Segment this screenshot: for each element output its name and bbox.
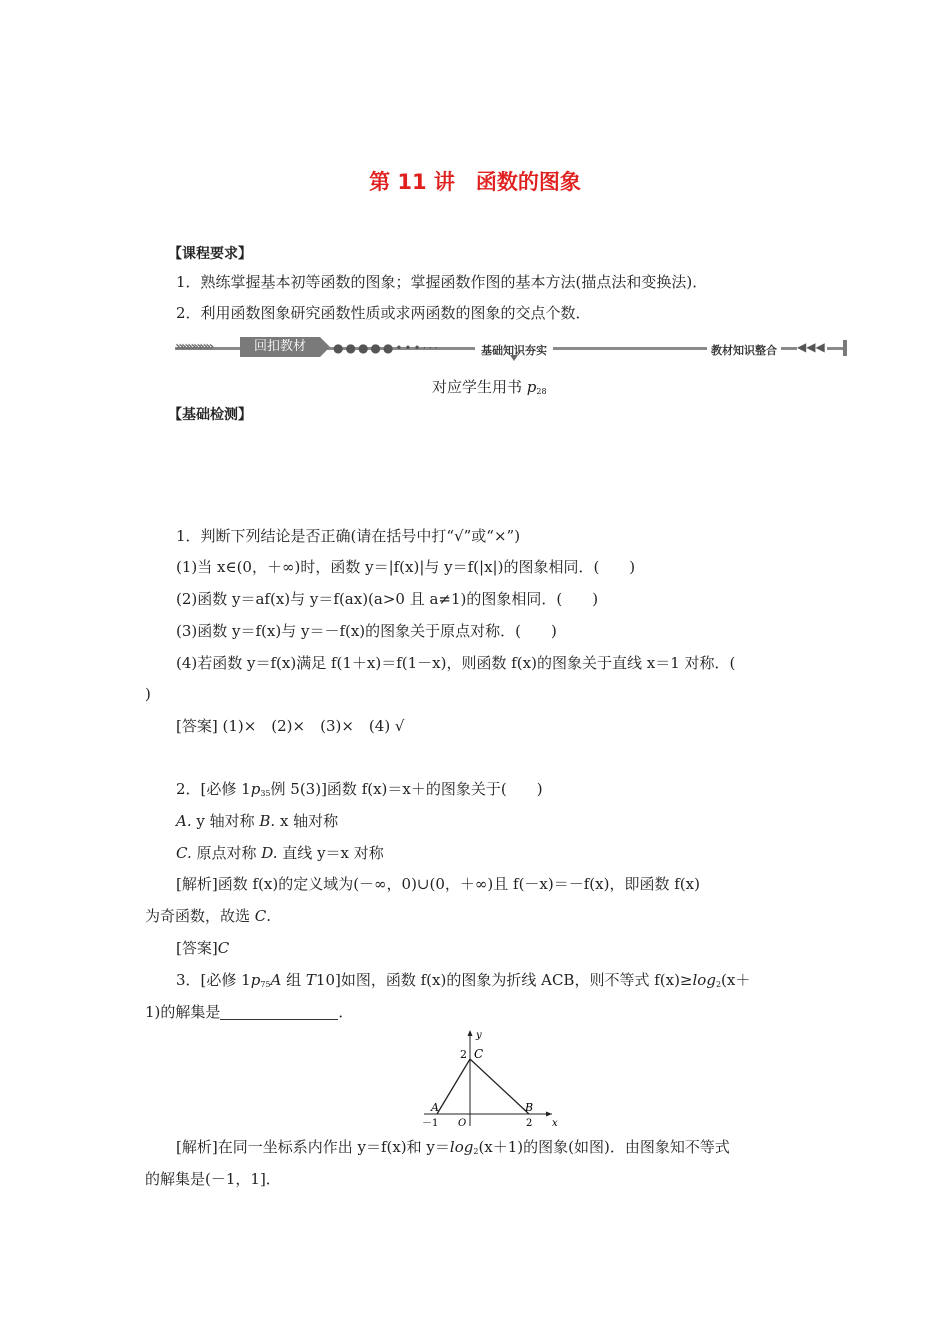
q2-page-number: 35 [260,789,271,798]
q3-stem-part: 1)的解集是 [145,1003,221,1021]
banner-right-label: 教材知识整合 [707,342,781,358]
chevrons-right-icon: »»»»»» [175,339,212,355]
q1-answer: [答案] (1)× (2)× (3)× (4) √ [176,717,405,735]
point-a-label: A [431,1101,439,1114]
answer-blank[interactable] [220,1005,338,1020]
x-tick-2: 2 [526,1118,533,1129]
q3-stem-part: 10]如图，函数 f(x)的图象为折线 ACB，则不等式 f(x)≥ [315,971,693,989]
q3-stem-part: 组 [281,971,306,989]
banner-left-label: 回扣教材 [240,337,320,357]
q3-analysis-continued: 的解集是(－1，1]． [145,1170,281,1188]
q3-stem [176,970,750,995]
q1-item: (2)函数 y＝af(x)与 y＝f(ax)(a>0 且 a≠1)的图象相同．( ) [176,590,599,608]
q2-options-row-1 [176,811,338,831]
q3-graph [420,1026,560,1130]
q2-stem-part: 例 5(3)]函数 f(x)＝x＋的图象关于( ) [270,780,543,798]
arrows-left-icon: ◀◀◀ [797,340,825,354]
q3-stem-part: (x＋ [721,971,751,989]
q2-analysis-part: 为奇函数，故选 [145,907,255,925]
q2-answer-choice: C [217,939,230,957]
q2-answer [176,938,229,958]
q1-item-continued: ) [145,685,151,703]
option-c-label: C. [176,844,192,862]
y-axis-arrow-icon [468,1030,473,1036]
q1-item: (3)函数 y＝f(x)与 y＝－f(x)的图象关于原点对称．( ) [176,622,557,640]
q3-stem-part: ． [338,1003,354,1021]
q3-analysis-log-base: 2 [473,1147,479,1156]
option-b-label: B. [259,812,276,830]
q2-analysis-choice: C [254,907,267,925]
q3-stem-part: A [270,971,282,989]
q3-page-letter: p [250,971,261,989]
q3-stem-part: 3．[必修 1 [176,971,251,989]
reference-page-number: 28 [536,387,547,396]
banner-mid-label: 基础知识夯实 [475,342,553,358]
point-c-label: C [474,1047,484,1061]
q2-stem [176,779,543,804]
y-label: y [476,1030,482,1041]
option-d-label: D. [261,844,278,862]
basic-check-heading: 【基础检测】 [168,407,252,423]
q1-item: (1)当 x∈(0，＋∞)时，函数 y＝|f(x)|与 y＝f(|x|)的图象相同．( ) [176,558,636,576]
textbook-reference [432,377,547,402]
q3-analysis-part: [解析]在同一坐标系内作出 y＝f(x)和 y＝ [176,1138,450,1156]
x-axis-arrow-icon [546,1112,552,1117]
q1-item: (4)若函数 y＝f(x)满足 f(1＋x)＝f(1－x)，则函数 f(x)的图象关于直线 x＝1 对称．( [176,654,736,672]
x-label: x [552,1118,558,1129]
q2-stem-part: 2．[必修 1 [176,780,251,798]
x-tick-minus1: －1 [422,1118,439,1129]
course-requirement-item: 1．熟练掌握基本初等函数的图象；掌握函数作图的基本方法(描点法和变换法)． [176,273,708,291]
y-tick-2: 2 [460,1048,467,1061]
option-b-text: x 轴对称 [275,812,339,830]
banner-end-bar [843,340,847,356]
origin-label: O [458,1118,467,1129]
q3-analysis-log: log [449,1138,474,1156]
q3-log: log [692,971,716,989]
page-title: 第 11 讲 函数的图象 [369,170,581,194]
q3-page-number: 75 [260,980,271,989]
reference-page-letter: p [526,378,537,396]
q3-log-base: 2 [715,980,722,989]
triangle-down-icon [510,355,518,361]
option-a-label: A. [176,812,192,830]
dots-icon: ●●●●●•••··· [333,341,441,355]
q2-analysis-continued [145,906,271,926]
course-requirement-item: 2．利用函数图象研究函数性质或求两函数的图象的交点个数． [176,304,591,322]
q1-stem: 1．判断下列结论是否正确(请在括号中打“√”或“×”) [176,527,521,545]
option-d-text: 直线 y＝x 对称 [277,844,384,862]
q3-analysis-part: (x＋1)的图象(如图)．由图象知不等式 [478,1138,730,1156]
polyline-acb [437,1059,529,1114]
q2-options-row-2 [176,843,384,863]
course-requirements-heading: 【课程要求】 [168,246,252,262]
section-banner [175,337,847,359]
q2-analysis-part: . [266,907,272,925]
q3-stem-continued [145,1002,353,1022]
q2-analysis: [解析]函数 f(x)的定义域为(－∞，0)∪(0，＋∞)且 f(－x)＝－f(x)，即函数 f(x) [176,875,700,893]
q3-stem-part: T [305,971,316,989]
q2-answer-label: [答案] [176,939,218,957]
point-b-label: B [525,1101,534,1114]
option-a-text: y 轴对称 [191,812,260,830]
q2-page-letter: p [250,780,261,798]
q3-analysis [176,1137,730,1162]
option-c-text: 原点对称 [191,844,262,862]
reference-text: 对应学生用书 [432,378,527,396]
